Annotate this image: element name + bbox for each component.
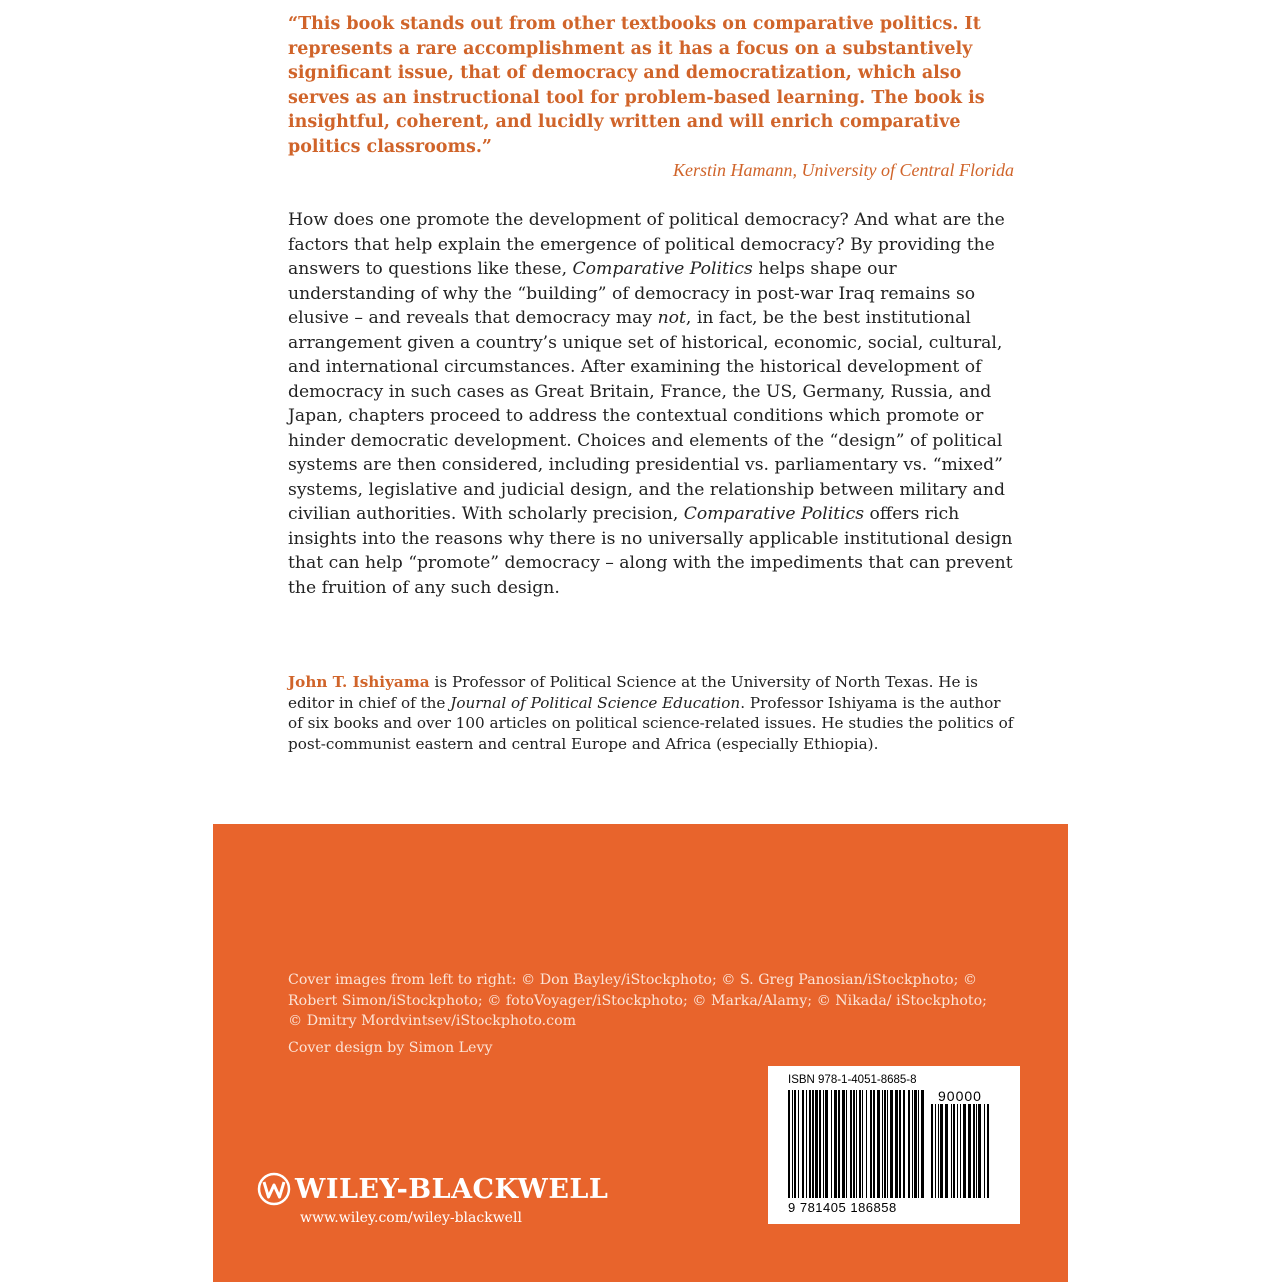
book-title: Comparative Politics bbox=[572, 259, 753, 279]
barcode-box bbox=[768, 1066, 1020, 1224]
bio-text: is Professor of Political Science at the University of North Texas. He is editor in chief of the bbox=[288, 673, 978, 712]
description-text: , in fact, be the best institutional arrangement given a country’s unique set of historical, economic, social, cultural, and international circumstances. After examining the historical development of democracy in such cases as Great Britain, France, the US, Germany, Russia, and Japan, chapters proceed to address the contextual conditions which promote or hinder democratic development. Choices and elements of the “design” of political systems are then considered, including presidential vs. parliamentary vs. “mixed” systems, legislative and judicial design, and the relationship between military and civilian authorities. With scholarly precision, bbox=[288, 308, 1005, 524]
review-attribution: Kerstin Hamann, University of Central Florida bbox=[673, 160, 1014, 180]
publisher-name: WILEY-BLACKWELL bbox=[295, 1173, 609, 1205]
book-title: Comparative Politics bbox=[683, 504, 865, 524]
wiley-w-seal-icon bbox=[257, 1172, 291, 1206]
price-code: 90000 bbox=[938, 1088, 982, 1104]
isbn-label: ISBN 978-1-4051-8685-8 bbox=[788, 1074, 917, 1086]
cover-design-credit: Cover design by Simon Levy bbox=[288, 1040, 493, 1056]
orange-panel bbox=[213, 824, 1068, 1282]
description-text: offers rich insights into the reasons why there is no universally applicable institutional design that can help “promote” democracy – along with the impediments that can prevent the fruition of any such design. bbox=[288, 504, 1013, 598]
author-bio bbox=[288, 672, 1018, 754]
author-name: John T. Ishiyama bbox=[288, 673, 430, 691]
bio-text: . Professor Ishiyama is the author of six books and over 100 articles on political science-related issues. He studies the politics of post-communist eastern and central Europe and Africa (especially Ethiopia). bbox=[288, 693, 1014, 753]
description-text: How does one promote the development of political democracy? And what are the factors that help explain the emergence of political democracy? By providing the answers to questions like these, bbox=[288, 210, 1005, 279]
publisher-url: www.wiley.com/wiley-blackwell bbox=[300, 1210, 522, 1226]
review-quote: “This book stands out from other textbooks on comparative politics. It represents a rare accomplishment as it has a focus on a substantively significant issue, that of democracy and democratization, which also serves as an instructional tool for problem-based learning. The book is insightful, coherent, and lucidly written and will enrich comparative politics classrooms.” bbox=[288, 14, 985, 157]
barcode-number: 9 781405 186858 bbox=[788, 1200, 897, 1215]
cover-image-credits: Cover images from left to right: © Don Bayley/iStockphoto; © S. Greg Panosian/iStockphoto; © Robert Simon/iStockphoto; © fotoVoyager/iStockphoto; © Marka/Alamy; © Nikada/ iStockphoto; © Dmitry Mordvintsev/iStockphoto.com bbox=[288, 972, 987, 1029]
journal-title: Journal of Political Science Education bbox=[450, 693, 741, 712]
description-emphasis: not bbox=[657, 308, 686, 328]
publisher-logo bbox=[257, 1172, 608, 1206]
description-text: helps shape our understanding of why the “building” of democracy in post-war Iraq remains so elusive – and reveals that democracy may bbox=[288, 259, 976, 328]
book-description bbox=[288, 208, 1018, 600]
